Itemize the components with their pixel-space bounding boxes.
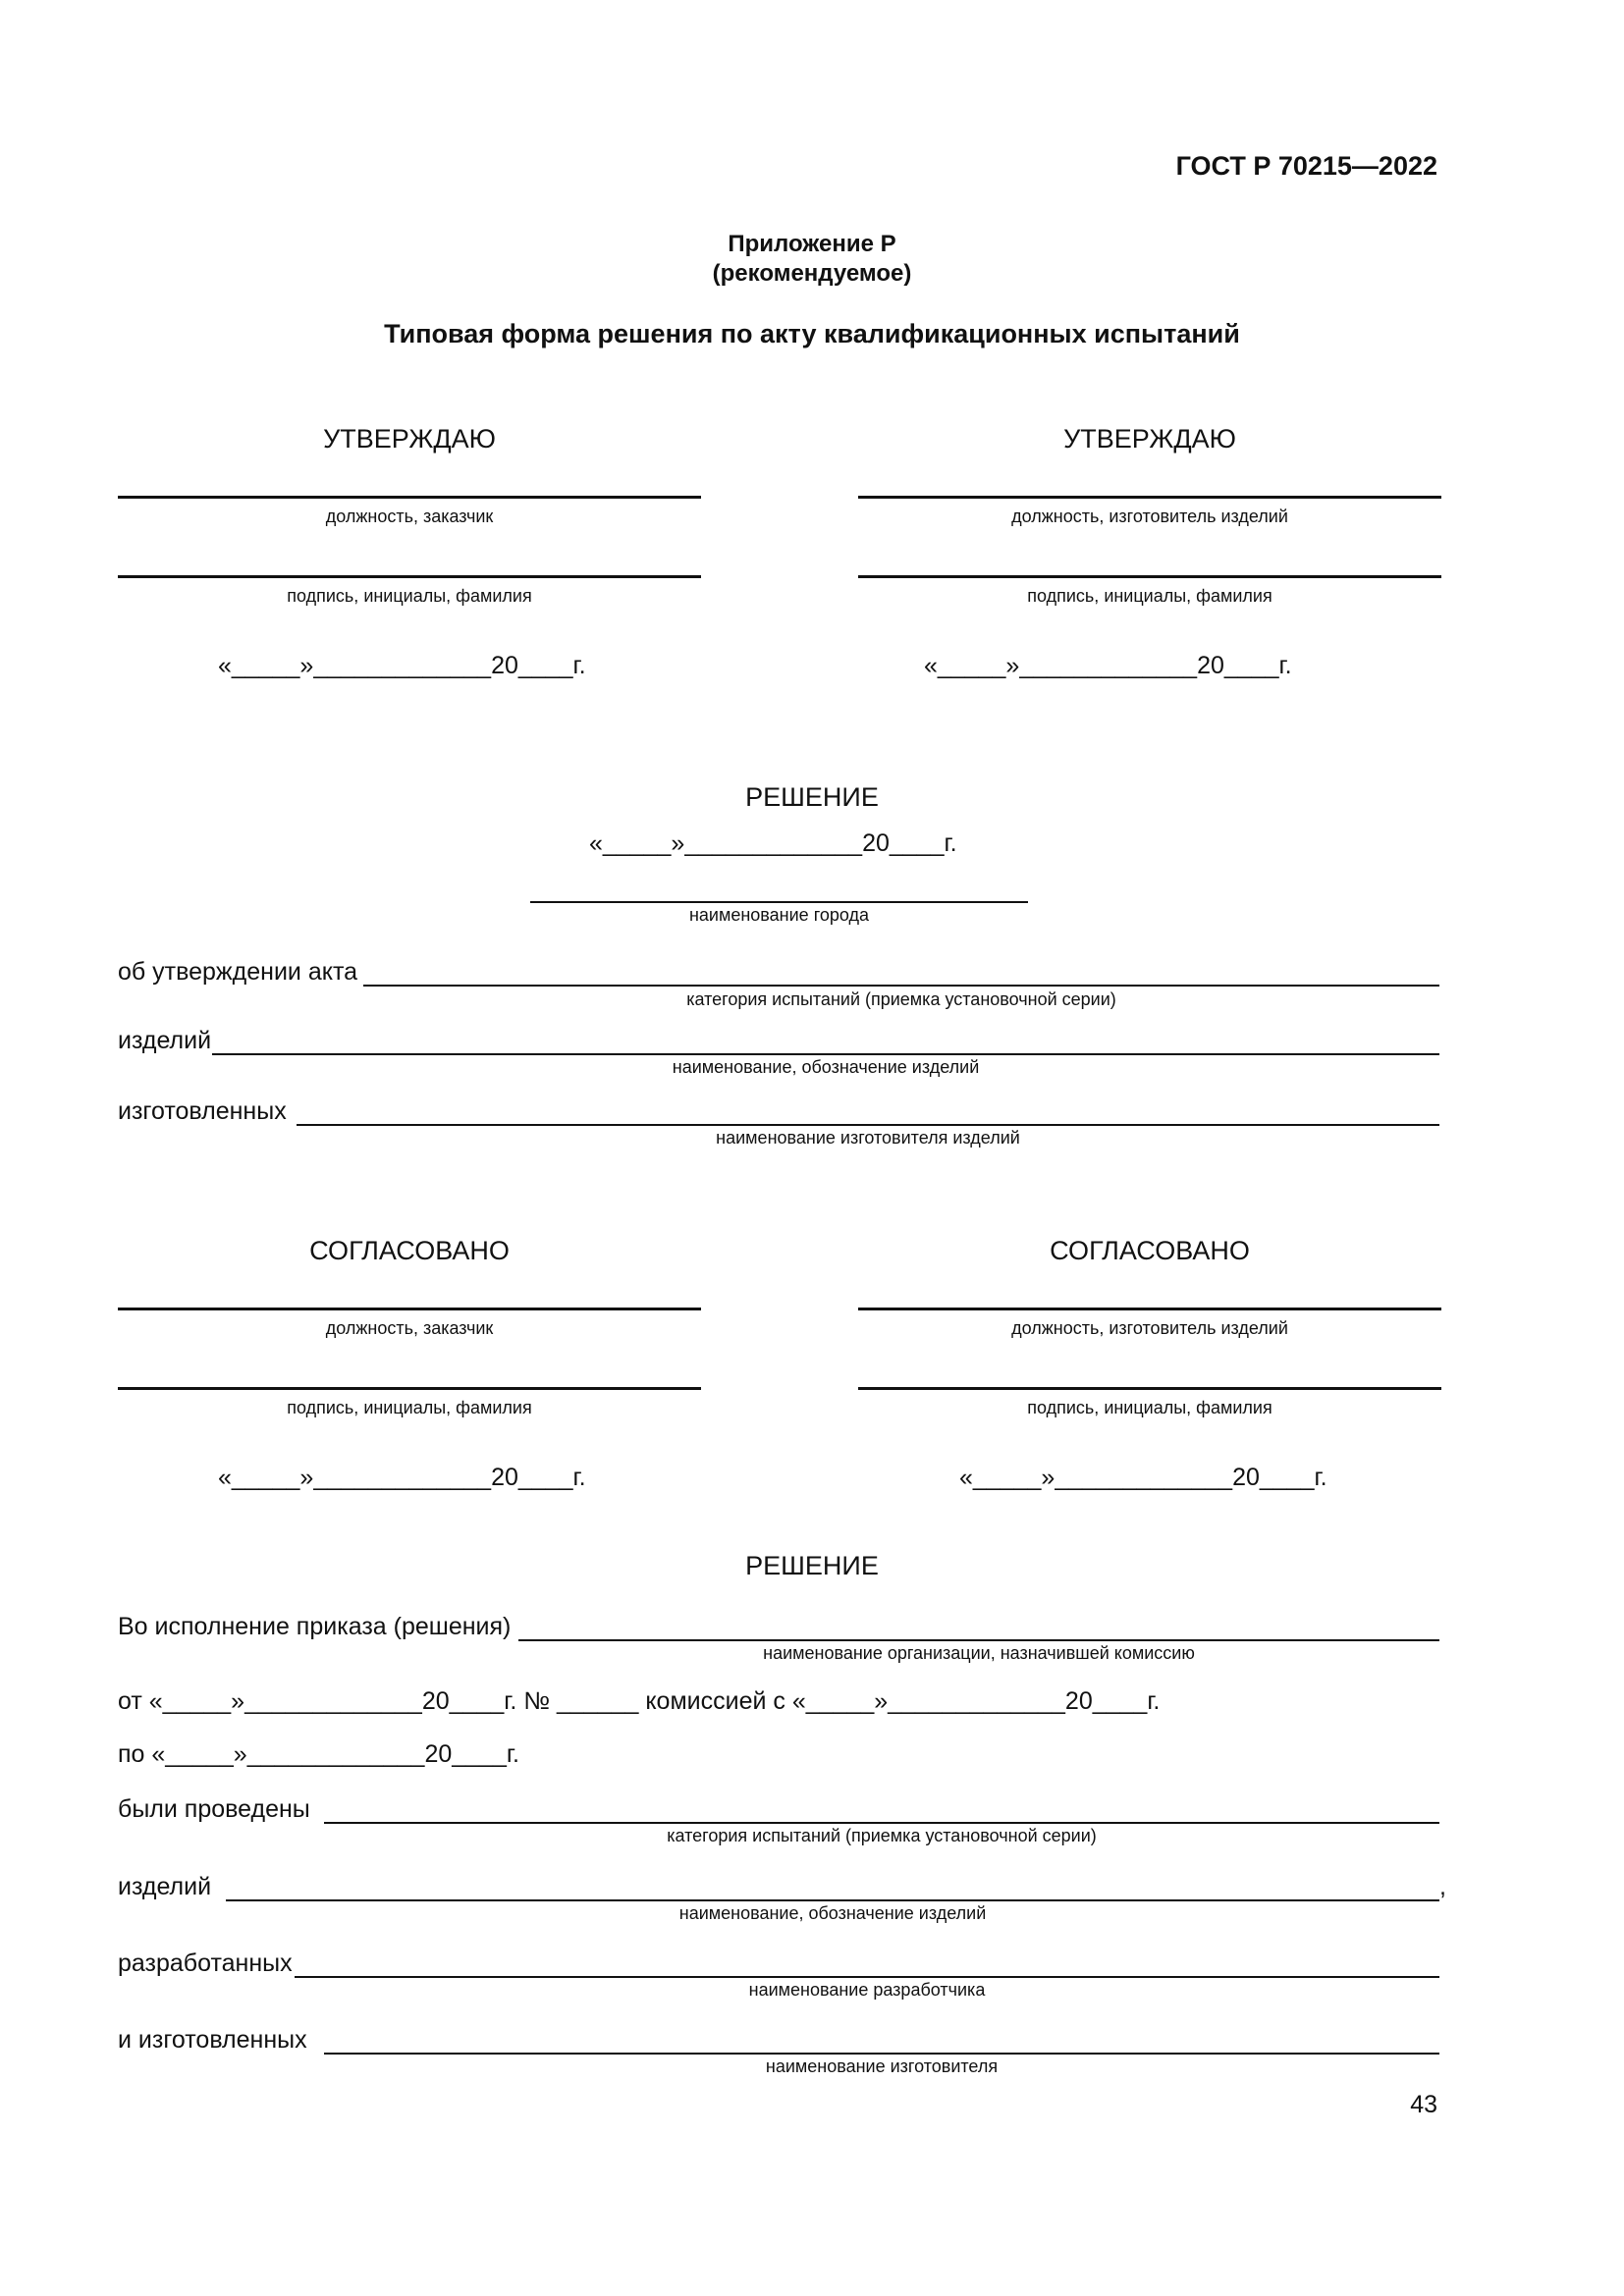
agree-left-signature-caption: подпись, инициалы, фамилия <box>287 1398 532 1417</box>
decision1-row-line[interactable] <box>212 1053 1439 1055</box>
to-line[interactable]: по «_____»_____________20____г. <box>118 1740 519 1768</box>
approve-right-date[interactable]: «_____»_____________20____г. <box>924 652 1292 679</box>
page-number: 43 <box>1410 2091 1437 2118</box>
decision2-row-suffix: , <box>1439 1873 1446 1900</box>
agree-left-heading: СОГЛАСОВАНО <box>309 1236 510 1265</box>
agree-left-position-line[interactable] <box>118 1308 701 1310</box>
decision1-row-line[interactable] <box>363 985 1439 987</box>
decision1-date[interactable]: «_____»_____________20____г. <box>589 829 957 857</box>
decision1-row-caption: наименование изготовителя изделий <box>716 1128 1020 1148</box>
agree-right-signature-caption: подпись, инициалы, фамилия <box>1027 1398 1272 1417</box>
appendix-title: Приложение Р <box>728 231 896 257</box>
order-label: Во исполнение приказа (решения) <box>118 1613 512 1640</box>
approve-left-signature-line[interactable] <box>118 575 701 578</box>
decision2-heading: РЕШЕНИЕ <box>745 1551 879 1580</box>
decision1-row-caption: наименование, обозначение изделий <box>672 1057 980 1077</box>
decision2-row-caption: категория испытаний (приемка установочной серии) <box>667 1826 1097 1845</box>
approve-left-position-line[interactable] <box>118 496 701 499</box>
agree-left-position-caption: должность, заказчик <box>325 1318 494 1338</box>
decision2-row-line[interactable] <box>324 1822 1439 1824</box>
decision1-row-label: об утверждении акта <box>118 958 358 986</box>
approve-right-position-line[interactable] <box>858 496 1441 499</box>
document-title: Типовая форма решения по акту квалификационных испытаний <box>384 319 1240 348</box>
decision2-row-label: изделий <box>118 1873 212 1900</box>
from-line[interactable]: от «_____»_____________20____г. № ______ комиссией с «_____»_____________20____г. <box>118 1687 1161 1715</box>
decision2-row-line[interactable] <box>226 1899 1439 1901</box>
approve-right-position-caption: должность, изготовитель изделий <box>1011 507 1288 526</box>
order-line[interactable] <box>518 1639 1439 1641</box>
appendix-heading <box>0 230 1624 289</box>
approve-left-heading: УТВЕРЖДАЮ <box>323 424 496 454</box>
approve-right-heading: УТВЕРЖДАЮ <box>1063 424 1236 454</box>
decision2-row-line[interactable] <box>295 1976 1439 1978</box>
decision2-row-line[interactable] <box>324 2053 1439 2055</box>
decision2-row-label: разработанных <box>118 1949 293 1977</box>
appendix-note: (рекомендуемое) <box>712 260 912 287</box>
standard-number: ГОСТ Р 70215—2022 <box>1175 151 1437 181</box>
decision1-row-line[interactable] <box>297 1124 1439 1126</box>
agree-left-signature-line[interactable] <box>118 1387 701 1390</box>
decision1-row-label: изделий <box>118 1027 212 1054</box>
city-line[interactable] <box>530 901 1028 903</box>
approve-right-signature-caption: подпись, инициалы, фамилия <box>1027 586 1272 606</box>
approve-left-position-caption: должность, заказчик <box>325 507 494 526</box>
approve-right-signature-line[interactable] <box>858 575 1441 578</box>
city-caption: наименование города <box>688 905 870 925</box>
decision2-row-caption: наименование разработчика <box>748 1980 986 2000</box>
agree-right-date[interactable]: «_____»_____________20____г. <box>959 1464 1327 1491</box>
decision1-row-label: изготовленных <box>118 1097 287 1125</box>
decision2-row-caption: наименование изготовителя <box>765 2056 999 2076</box>
decision1-heading: РЕШЕНИЕ <box>745 782 879 812</box>
agree-left-date[interactable]: «_____»_____________20____г. <box>218 1464 586 1491</box>
agree-right-heading: СОГЛАСОВАНО <box>1050 1236 1250 1265</box>
decision1-row-caption: категория испытаний (приемка установочной серии) <box>686 989 1116 1009</box>
decision2-row-caption: наименование, обозначение изделий <box>678 1903 987 1923</box>
agree-right-position-line[interactable] <box>858 1308 1441 1310</box>
agree-right-signature-line[interactable] <box>858 1387 1441 1390</box>
decision2-row-label: и изготовленных <box>118 2026 307 2054</box>
approve-left-date[interactable]: «_____»_____________20____г. <box>218 652 586 679</box>
agree-right-position-caption: должность, изготовитель изделий <box>1011 1318 1288 1338</box>
decision2-row-label: были проведены <box>118 1795 310 1823</box>
order-caption: наименование организации, назначившей комиссию <box>763 1643 1195 1663</box>
approve-left-signature-caption: подпись, инициалы, фамилия <box>287 586 532 606</box>
